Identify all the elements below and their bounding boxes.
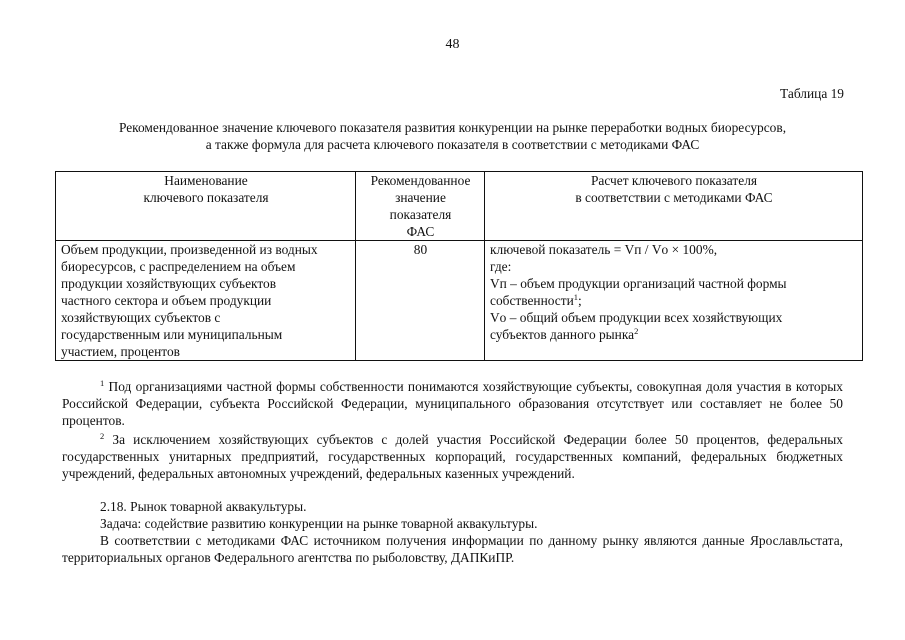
header-text: Рекомендованное [370,173,471,188]
cell-text: частного сектора и объем продукции [61,293,272,308]
footnote-mark: 2 [100,431,105,441]
caption-line-2: а также формула для расчета ключевого показателя в соответствии с методиками ФАС [205,137,700,152]
section-source: В соответствии с методиками ФАС источником получения информации по данному рынку являются данные Ярославльстата, территориальных органов Федерального агентства по рыболовству, ДАПКиПР. [62,533,843,565]
footnote-text: Под организациями частной формы собственности понимаются хозяйствующие субъекты, совокупная доля участия в которых Российской Федерации, субъекта Российской Федерации, муниципального образования отсутствует или составляет не более 50 процентов. [62,379,843,428]
header-text: Наименование [164,173,248,188]
cell-recommended-value: 80 [356,241,485,361]
footnote-mark: 1 [100,378,105,388]
header-text: Расчет ключевого показателя [590,173,758,188]
footnote-ref-1: 1 [573,292,579,302]
header-calculation [485,172,863,241]
vo-definition: Vо – общий объем продукции всех хозяйствующих [490,310,783,325]
header-indicator-name [56,172,356,241]
footnote-2 [62,431,843,482]
vp-definition: Vп – объем продукции организаций частной формы [490,276,787,291]
header-recommended-value [356,172,485,241]
cell-text: биоресурсов, с распределением на объем [61,259,296,274]
footnote-1 [62,378,843,429]
header-text: значение [395,190,446,205]
cell-text: продукции хозяйствующих субъектов [61,276,277,291]
header-text: в соответствии с методиками ФАС [575,190,773,205]
table-label: Таблица 19 [780,86,844,101]
cell-text: участием, процентов [61,344,180,359]
formula-text: ключевой показатель = Vп / Vо × 100%, [490,242,718,257]
vp-definition-cont [490,292,858,309]
page-number: 48 [445,37,460,52]
footnote-ref-2: 2 [634,326,639,336]
caption-line-1: Рекомендованное значение ключевого показателя развития конкуренции на рынке переработки водных биоресурсов, [118,120,787,135]
cell-text: Объем продукции, произведенной из водных [61,242,318,257]
table-caption [55,119,850,153]
cell-text: хозяйствующих субъектов с [61,310,221,325]
table-header-row [56,172,863,241]
vo-definition-cont [490,326,858,343]
header-text: ключевого показателя [143,190,269,205]
vp-text: собственности [490,293,574,308]
header-text: показателя [389,207,452,222]
table-row [56,241,863,361]
cell-calculation [485,241,863,361]
cell-text: государственным или муниципальным [61,327,283,342]
section-2-18 [62,498,843,566]
cell-indicator-name [56,241,356,361]
indicator-table [55,171,863,361]
section-task: Задача: содействие развитию конкуренции на рынке товарной аквакультуры. [100,516,538,531]
vo-text: субъектов данного рынка [490,327,635,342]
footnotes [62,378,843,484]
header-text: ФАС [406,224,435,239]
vp-end: ; [578,293,582,308]
footnote-text: За исключением хозяйствующих субъектов с долей участия Российской Федерации более 50 процентов, федеральных государственных унитарных предприятий, государственных корпораций, государственных компаний, федеральных бюджетных учреждений, федеральных автономных учреждений, федеральных казенных учреждений. [62,432,843,481]
section-heading: 2.18. Рынок товарной аквакультуры. [100,499,307,514]
where-text: где: [490,259,512,274]
